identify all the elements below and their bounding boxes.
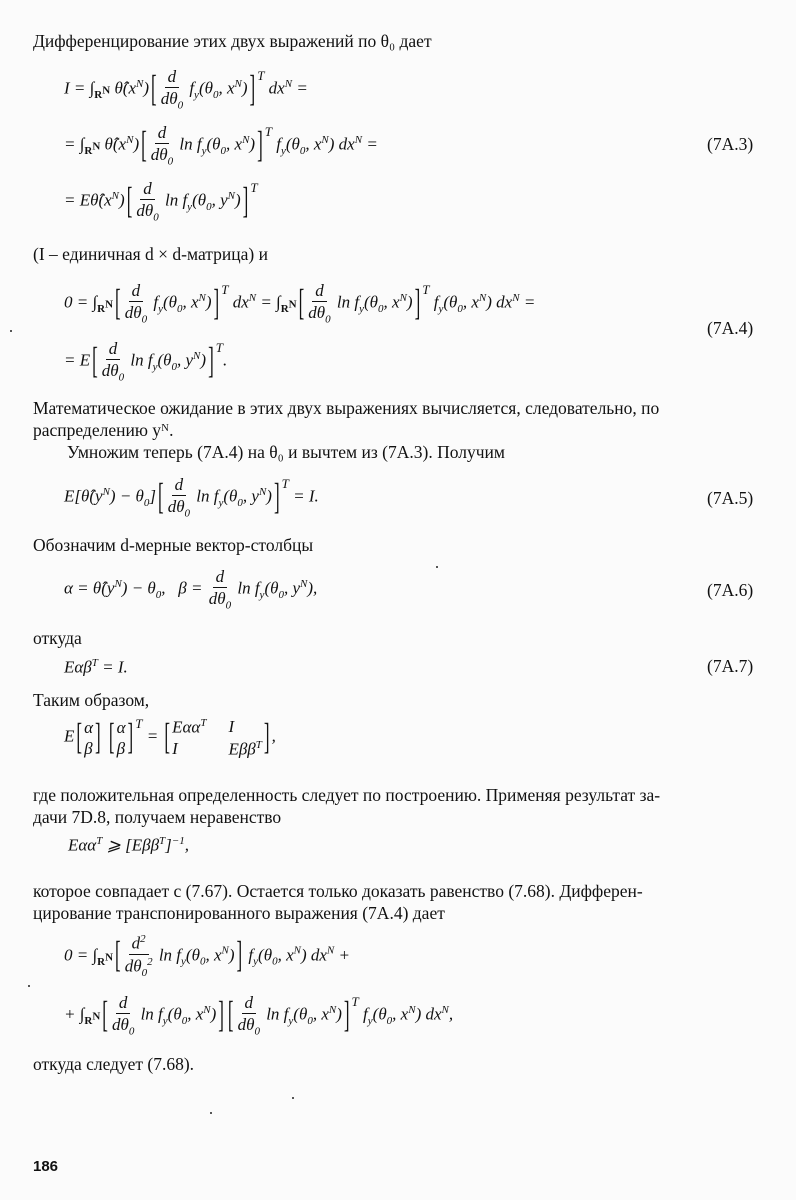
equation-number-7a6: (7A.6) (707, 580, 754, 600)
scan-speck (292, 1097, 294, 1099)
page-number: 186 (33, 1158, 59, 1175)
equation-7a5: $E[\thetâ(y^N) - \theta_0]$ [ $\frac{d}{d\theta_0}$ $\ln f_y(\theta_0$, $y^N$) ] $^T$ = I. (64, 475, 319, 520)
equation-number-7a4: (7A.4) (707, 318, 754, 338)
text-line-7: откуда (33, 628, 82, 648)
text-line-3: Математическое ожидание в этих двух выражениях вычисляется, следовательно, по (33, 398, 660, 418)
text-line-9: где положительная определенность следует по построению. Применяя результат за- (33, 785, 661, 805)
scan-speck (10, 330, 12, 332)
equation-final-line-1: $0 = \int_{R^N}$ [ $\frac{d^2}{d\theta_0^2}$ $\ln f_y(\theta_0$, $x^N$) ] $f_y(\theta_0$, $x^N$) $dx^N$ + (64, 933, 350, 979)
text-line-10: дачи 7D.8, получаем неравенство (33, 807, 282, 827)
equation-7a4-line-1: $0 = \int_{R^N}$ [ $\frac{d}{d\theta_0}$ $f_y(\theta_0$, $x^N$) ] $^T$ $dx^N = \int_{R^N}$ [ $\frac{d}{d\theta_0}$ $\ln f_y(\theta_0$, $x^N$) ] $^T$ $f_y(\theta_0$, $x^N$) $dx^N$ = (64, 281, 536, 326)
equation-7a3-line-2: = $\int_{R^N}$ $\thetâ(x^N)$ [ $\frac{d}{d\theta_0}$ $\ln f_y(\theta_0$, $x^N$) ] $^T$ $f_y(\theta_0$, $x^N$) $dx^N$ = (64, 123, 378, 168)
equation-number-7a5: (7A.5) (707, 488, 754, 508)
text-line-1: Дифференцирование этих двух выражений по θ₀ дает (33, 31, 432, 51)
text-line-6: Обозначим d-мерные вектор-столбцы (33, 535, 314, 555)
text-line-5: Умножим теперь (7A.4) на θ₀ и вычтем из (7A.3). Получим (67, 442, 505, 462)
text-line-11: которое совпадает с (7.67). Остается только доказать равенство (7.68). Дифферен- (33, 881, 643, 901)
text-line-13: откуда следует (7.68). (33, 1054, 195, 1074)
equation-block-matrix: E [ α β ] [ α β ] $^T$ = [ Eαα$^T$ I I Eββ$^T$ ] , (64, 715, 276, 759)
equation-inequality: Eαα$^T$ ⩾ $[E\beta\beta^T]^{-1}$, (68, 835, 189, 855)
text-line-4: распределению yᴺ. (33, 420, 174, 440)
equation-number-7a3: (7A.3) (707, 134, 754, 154)
equation-7a3-line-3: = $E\thetâ(x^N)$ [ $\frac{d}{d\theta_0}$ $\ln f_y(\theta_0$, $y^N$) ] $^T$ (64, 179, 258, 224)
equation-7a3-line-1: $I = \int_{R^N}$ $\thetâ(x^N)$ [ $\frac{d}{d\theta_0}$ $f_y(\theta_0$, $x^N$) ] $^T$ $dx^N$ = (64, 67, 308, 112)
equation-final-line-2: + $\int_{R^N}$ [ $\frac{d}{d\theta_0}$ $\ln f_y(\theta_0$, $x^N$) ] [ $\frac{d}{d\theta_0}$ $\ln f_y(\theta_0$, $x^N$) ] $^T$ $f_y(\theta_0$, $x^N$) $dx^N$, (64, 993, 454, 1038)
equation-7a4-line-2: = E [ $\frac{d}{d\theta_0}$ $\ln f_y(\theta_0$, $y^N$) ] $^T$. (64, 339, 228, 384)
equation-7a6: $\alpha = \thetâ(y^N) - \theta_0$, β = $\frac{d}{d\theta_0}$ $\ln f_y(\theta_0$, $y^N$), (64, 567, 318, 612)
scan-speck (28, 985, 30, 987)
scan-speck (210, 1112, 212, 1114)
text-line-8: Таким образом, (33, 690, 150, 710)
equation-number-7a7: (7A.7) (707, 656, 754, 676)
scan-speck (436, 566, 438, 568)
text-line-2: (I – единичная d × d-матрица) и (33, 244, 268, 264)
equation-7a7: Eαβ$^T$ = I. (64, 657, 128, 677)
text-line-12: цирование транспонированного выражения (7A.4) дает (33, 903, 445, 923)
